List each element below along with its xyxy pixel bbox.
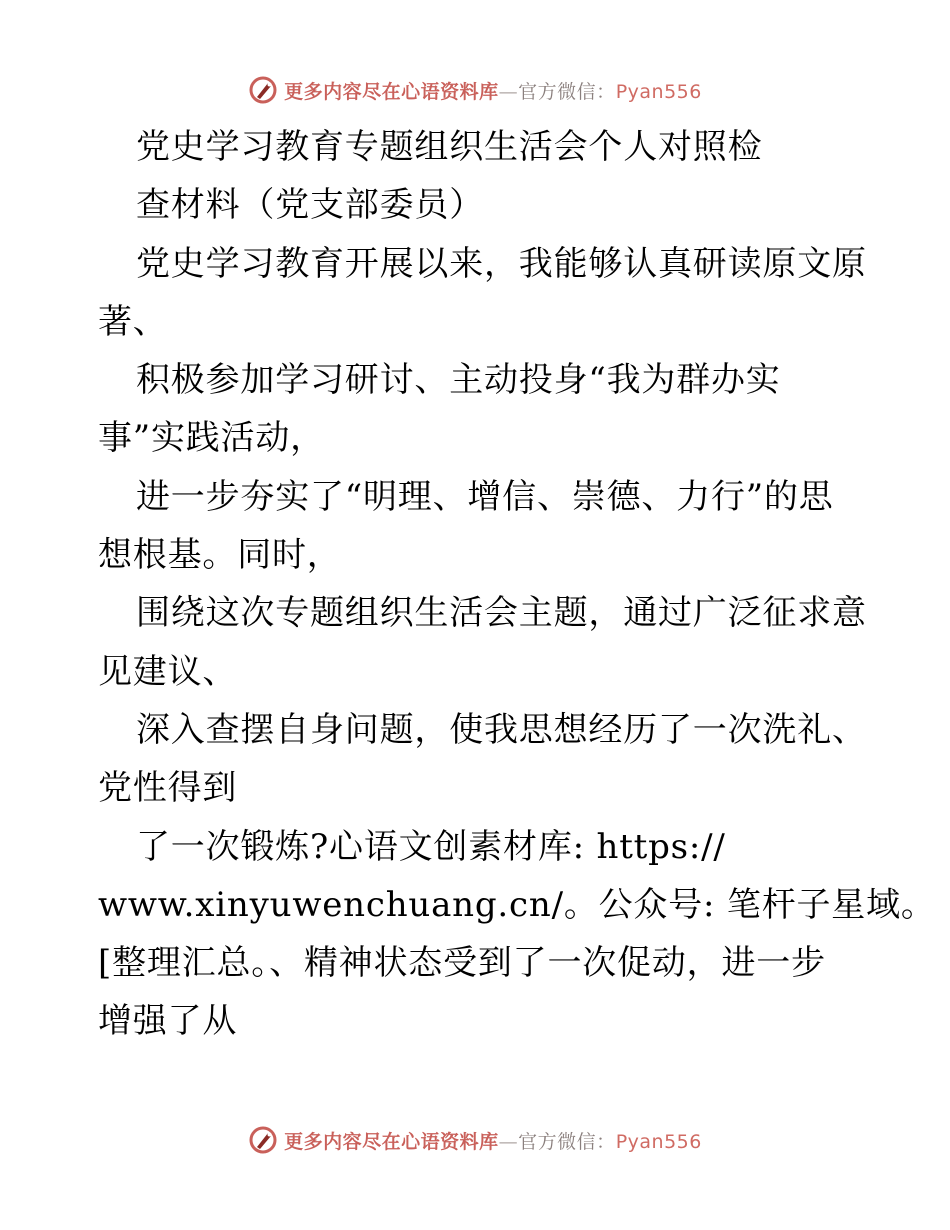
document-body bbox=[98, 118, 936, 1051]
watermark-separator: — bbox=[498, 80, 519, 103]
watermark-site: 更多内容尽在心语资料库 bbox=[284, 80, 499, 103]
paragraph-line: 进一步夯实了“明理、增信、崇德、力行”的思 bbox=[136, 476, 834, 517]
paragraph-line: 深入查摆自身问题，使我思想经历了一次洗礼、 bbox=[136, 709, 867, 750]
watermark-handle: Pyan556 bbox=[615, 80, 702, 103]
paragraph-line: [整理汇总。、精神状态受到了一次促动，进一步 bbox=[98, 943, 826, 984]
paragraph-line: 党性得到 bbox=[98, 768, 238, 809]
document-title-line-2: 查材料（党支部委员） bbox=[136, 185, 484, 226]
pen-nib-logo-icon bbox=[248, 75, 278, 105]
watermark-separator: — bbox=[498, 1130, 519, 1153]
watermark-wechat-label: 官方微信： bbox=[518, 1130, 616, 1153]
paragraph-line: 著、 bbox=[98, 301, 168, 342]
watermark-text bbox=[284, 77, 702, 104]
paragraph-line: 党史学习教育开展以来，我能够认真研读原文原 bbox=[136, 243, 867, 284]
paragraph-line: www.xinyuwenchuang.cn/。公众号: 笔杆子星域。 bbox=[98, 884, 936, 925]
header-watermark-banner bbox=[0, 70, 950, 110]
paragraph-line: 了一次锻炼?心语文创素材库: https:// bbox=[136, 826, 726, 867]
paragraph-line: 增强了从 bbox=[98, 1001, 238, 1042]
watermark-wechat-label: 官方微信： bbox=[518, 80, 616, 103]
paragraph-line: 围绕这次专题组织生活会主题，通过广泛征求意 bbox=[136, 593, 867, 634]
watermark-text bbox=[284, 1127, 702, 1154]
document-title-line-1: 党史学习教育专题组织生活会个人对照检 bbox=[136, 127, 763, 167]
paragraph-line: 积极参加学习研讨、主动投身“我为群办实 bbox=[136, 360, 781, 401]
paragraph-line: 事”实践活动， bbox=[98, 418, 325, 459]
paragraph-line: 见建议、 bbox=[98, 651, 238, 692]
paragraph-line: 想根基。同时， bbox=[98, 535, 342, 576]
footer-watermark-banner bbox=[0, 1120, 950, 1160]
watermark-handle: Pyan556 bbox=[615, 1130, 702, 1153]
watermark-site: 更多内容尽在心语资料库 bbox=[284, 1130, 499, 1153]
pen-nib-logo-icon bbox=[248, 1125, 278, 1155]
